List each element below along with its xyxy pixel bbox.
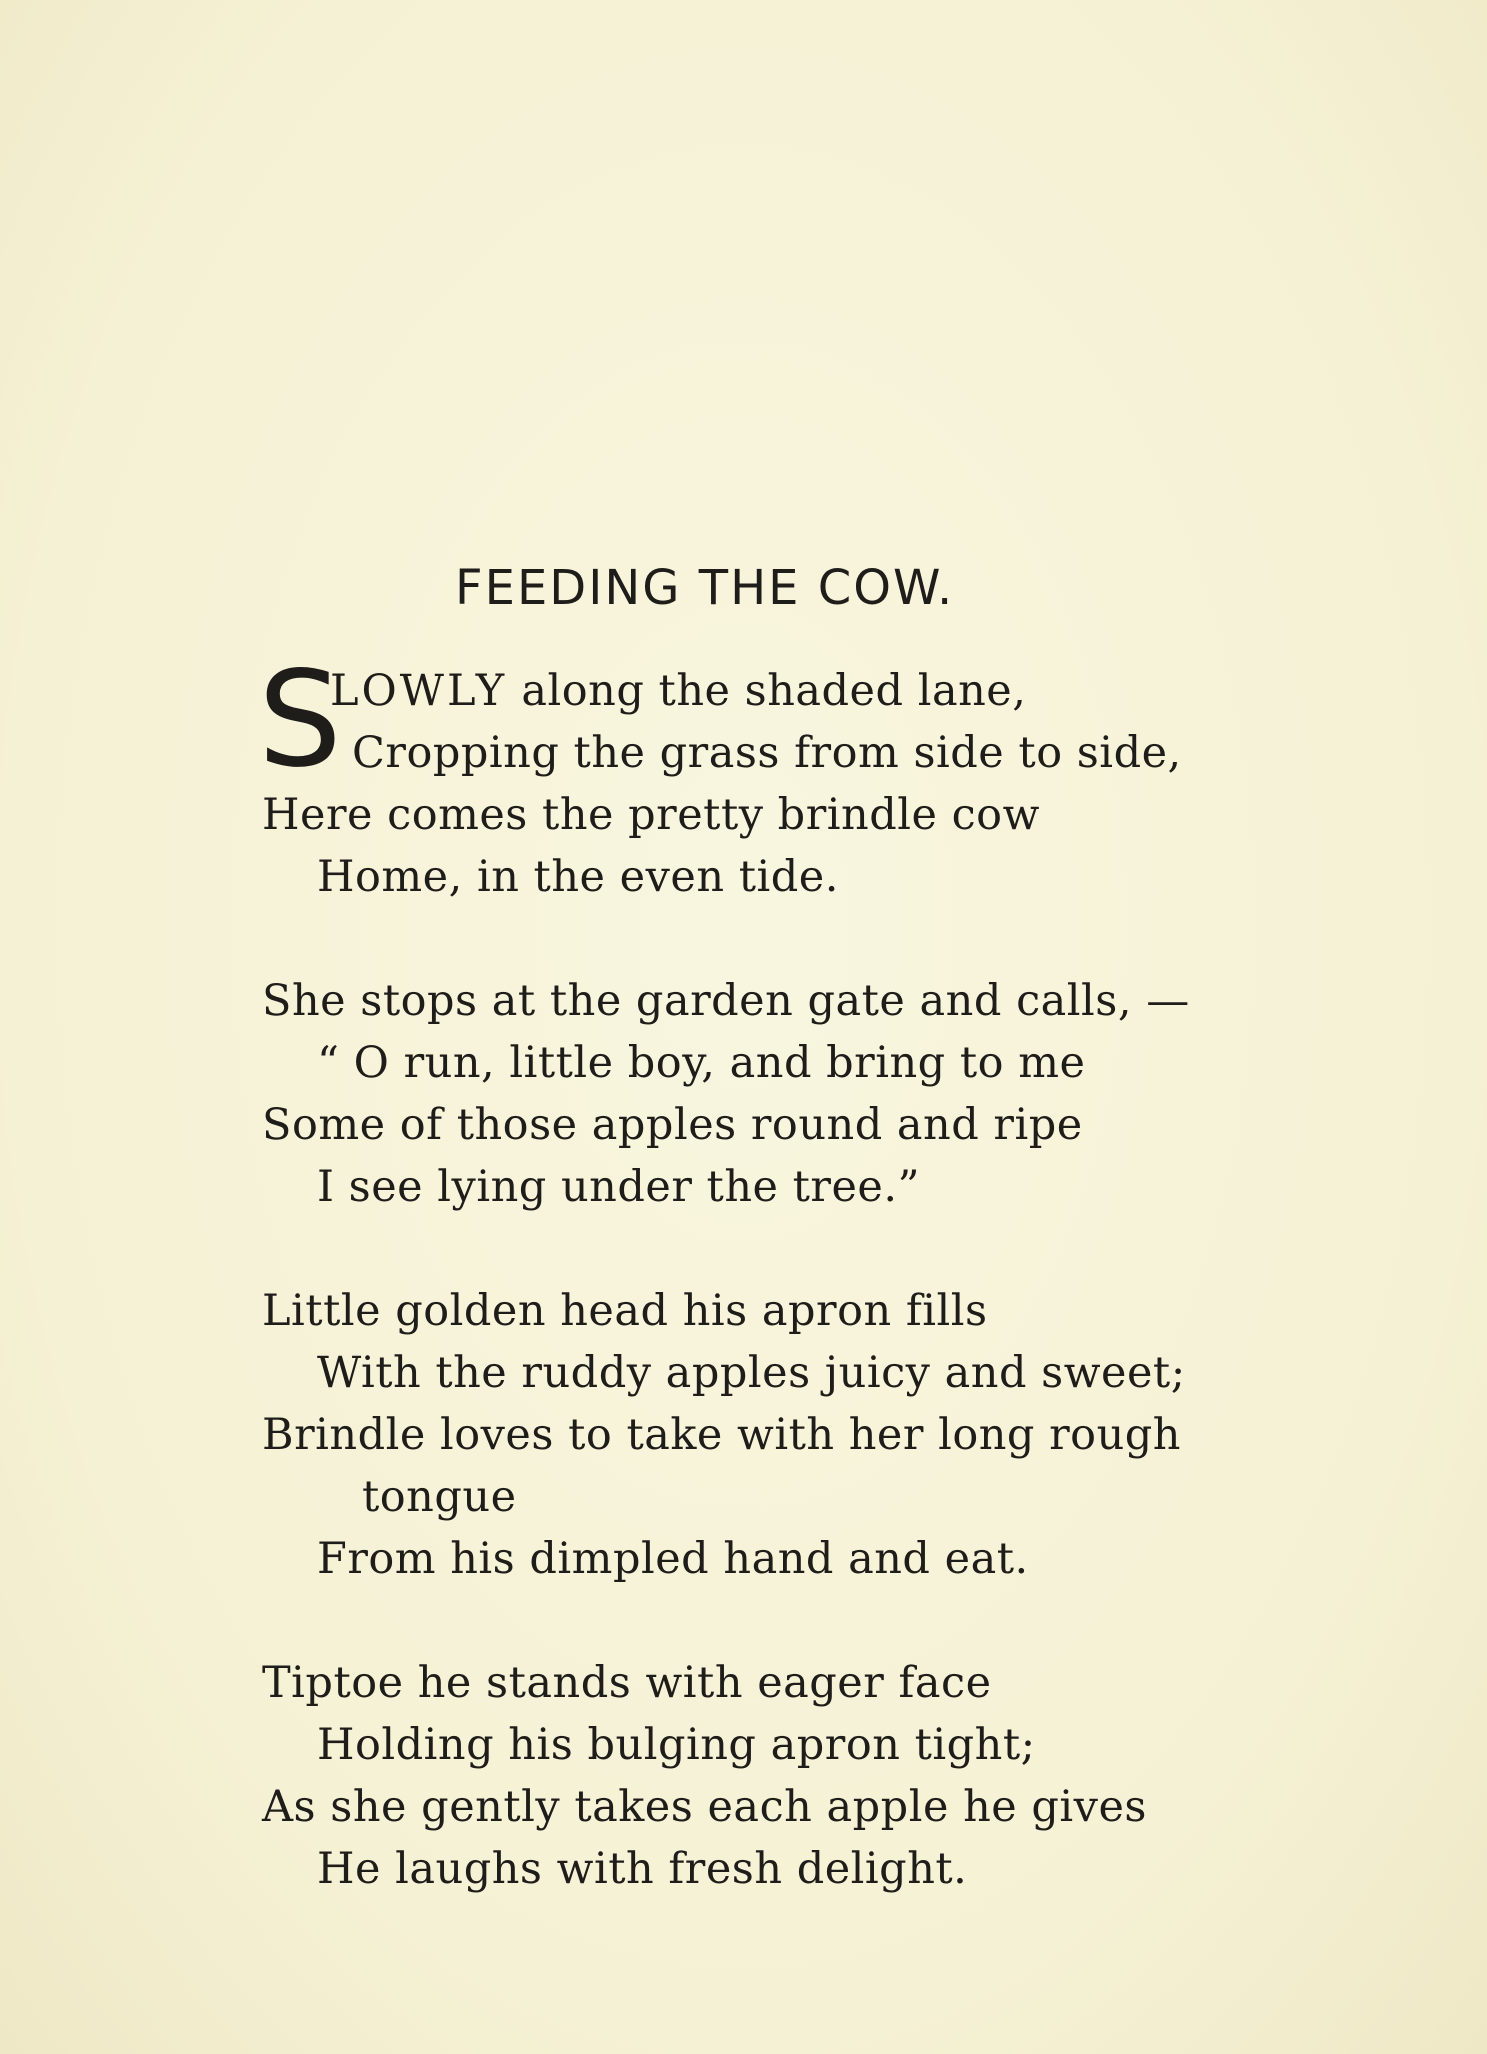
poem-line: I see lying under the tree.” [317, 1162, 921, 1212]
poem-line: As she gently takes each apple he gives [262, 1782, 1147, 1832]
stanza-gap [262, 1218, 1262, 1280]
poem-title: FEEDING THE COW. [455, 560, 955, 616]
poem-line: Tiptoe he stands with eager face [262, 1658, 992, 1708]
poem-line: Little golden head his apron fills [262, 1286, 988, 1336]
line-text: along the shaded lane, [507, 666, 1027, 716]
stanza-1 [258, 643, 1262, 908]
poem-line: With the ruddy apples juicy and sweet; [317, 1348, 1186, 1398]
stanza-3 [262, 1280, 1262, 1590]
stanza-gap [262, 1590, 1262, 1652]
poem-line: He laughs with fresh delight. [317, 1844, 968, 1894]
poem-line: Here comes the pretty brindle cow [262, 790, 1040, 840]
poem-line: Holding his bulging apron tight; [317, 1720, 1036, 1770]
poem-line: From his dimpled hand and eat. [317, 1534, 1029, 1584]
drop-cap: S [258, 643, 343, 797]
poem-line: She stops at the garden gate and calls, — [262, 976, 1190, 1026]
stanza-gap [262, 908, 1262, 970]
stanza-4 [262, 1652, 1262, 1900]
poem-body [258, 643, 1262, 1900]
poem-line: tongue [362, 1472, 517, 1522]
poem-line: Home, in the even tide. [317, 852, 839, 902]
poem-line: Some of those apples round and ripe [262, 1100, 1083, 1150]
poem-line: Cropping the grass from side to side, [352, 728, 1182, 778]
stanza-2 [262, 970, 1262, 1218]
poem-line: Brindle loves to take with her long rough [262, 1410, 1181, 1460]
first-word-rest: LOWLY [330, 666, 508, 716]
poem-line: “ O run, little boy, and bring to me [317, 1038, 1086, 1088]
